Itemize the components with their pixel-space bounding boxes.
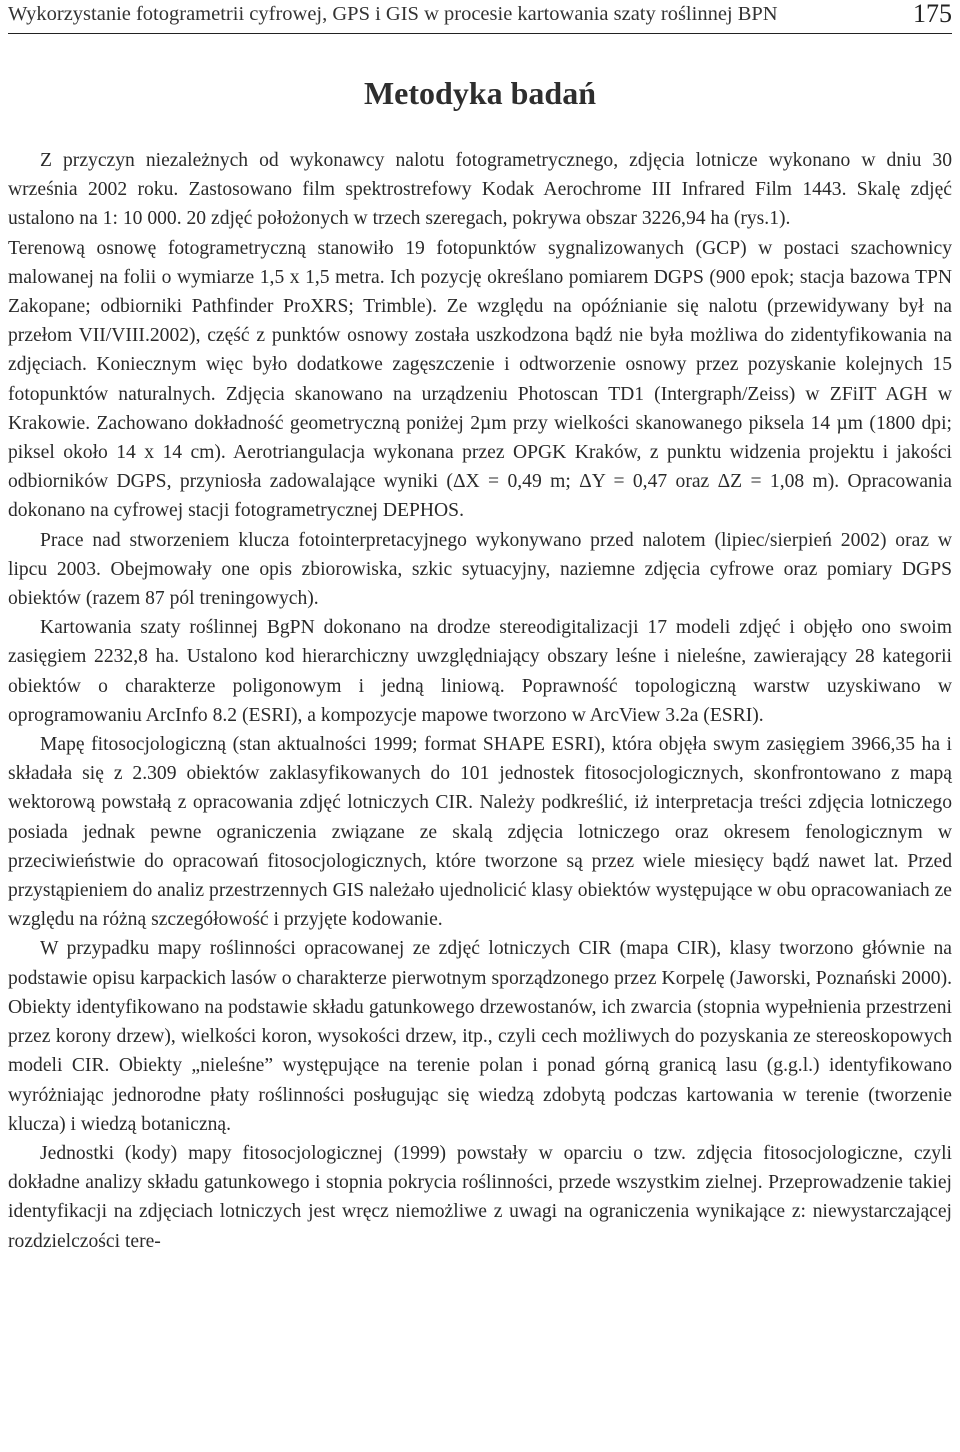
page-header [8, 0, 952, 34]
running-head: Wykorzystanie fotogrametrii cyfrowej, GPS i GIS w procesie kartowania szaty roślinnej BPN [8, 3, 778, 25]
paragraph: Jednostki (kody) mapy fitosocjologicznej (1999) powstały w oparciu o tzw. zdjęcia fitosocjologiczne, czyli dokładne analizy składu gatunkowego i stopnia pokrycia roślinności, przede wszystkim zielnej. Przeprowadzenie takiej identyfikacji na zdjęciach lotniczych jest wręcz niemożliwe z uwagi na ograniczenia wynikające z: niewystarczającej rozdzielczości tere- [8, 1142, 952, 1252]
body-text [8, 146, 952, 1256]
paragraph: Terenową osnowę fotogrametryczną stanowiło 19 fotopunktów sygnalizowanych (GCP) w postaci szachownicy malowanej na folii o wymiarze 1,5 x 1,5 metra. Ich pozycję określano pomiarem DGPS (900 epok; stacja bazowa TPN Zakopane; odbiorniki Pathfinder ProXRS; Trimble). Ze względu na opóźnianie się nalotu (przewidywany był na przełom VII/VIII.2002), część z punktów osnowy została uszkodzona bądź nie była możliwa do zidentyfikowania na zdjęciach. Koniecznym więc było dodatkowe zagęszczenie i odtworzenie osnowy przez pozyskanie kolejnych 15 fotopunktów naturalnych. Zdjęcia skanowano na urządzeniu Photoscan TD1 (Intergraph/Zeiss) w ZFiIT AGH w Krakowie. Zachowano dokładność geometryczną poniżej 2µm przy wielkości skanowanego piksela 14 µm (1800 dpi; piksel około 14 x 14 cm). Aerotriangulacja wykonana przez OPGK Kraków, z punktu widzenia projektu i jakości odbiorników DGPS, przyniosła zadowalające wyniki (ΔX = 0,49 m; ΔY = 0,47 oraz ΔZ = 1,08 m). Opracowania dokonano na cyfrowej stacji fotogrametrycznej DEPHOS. [8, 237, 952, 522]
section-title: Metodyka badań [363, 75, 597, 111]
paragraph: Kartowania szaty roślinnej BgPN dokonano na drodze stereodigitalizacji 17 modeli zdjęć i objęło ono swoim zasięgiem 2232,8 ha. Ustalono kod hierarchiczny uwzględniający obszary leśne i nieleśne, zawierający 28 kategorii obiektów o charakterze poligonowym i jedną liniową. Poprawność topologiczną warstw uzyskiwano w oprogramowaniu ArcInfo 8.2 (ESRI), a kompozycje mapowe tworzono w ArcView 3.2a (ESRI). [8, 617, 952, 726]
paragraph: Mapę fitosocjologiczną (stan aktualności 1999; format SHAPE ESRI), która objęła swym zasięgiem 3966,35 ha i składała się z 2.309 obiektów zaklasyfikowanych do 101 jednostek fitosocjologicznych, skonfrontowano z mapą wektorową powstałą z opracowania zdjęć lotniczych CIR. Należy podkreślić, iż interpretacja treści zdjęcia lotniczego posiada jednak pewne ograniczenia związane ze skalą zdjęcia lotniczego oraz okresem fenologicznym w przeciwieństwie do opracowań fitosocjologicznych, które tworzone są przez wiele miesięcy bądź nawet lat. Przed przystąpieniem do analiz przestrzennych GIS należało ujednolicić klasy obiektów występujące w obu opracowaniach ze względu na różną szczegółowość i przyjęte kodowanie. [8, 734, 952, 931]
paragraph: W przypadku mapy roślinności opracowanej ze zdjęć lotniczych CIR (mapa CIR), klasy tworzono głównie na podstawie opisu karpackich lasów o charakterze pierwotnym sporządzonego przez Korpelę (Jaworski, Poznański 2000). Obiekty identyfikowano na podstawie składu gatunkowego drzewostanów, ich zwarcia (stopnia wypełnienia przestrzeni przez korony drzew), wielkości koron, wysokości drzew, itp., czyli cech możliwych do pozyskania ze stereoskopowych modeli CIR. Obiekty „nieleśne” występujące na terenie polan i ponad górną granicą lasu (g.g.l.) identyfikowano wyróżniając jednorodne płaty roślinności posługując się wiedzą zdobytą podczas kartowania w terenie (tworzenie klucza) i wiedzą botaniczną. [8, 938, 952, 1135]
page-number: 175 [913, 0, 952, 28]
paragraph: Z przyczyn niezależnych od wykonawcy nalotu fotogrametrycznego, zdjęcia lotnicze wykonano w dniu 30 września 2002 roku. Zastosowano film spektrostrefowy Kodak Aerochrome III Infrared Film 1443. Skalę zdjęć ustalono na 1: 10 000. 20 zdjęć położonych w trzech szeregach, pokrywa obszar 3226,94 ha (rys.1). [8, 150, 952, 230]
paragraph: Prace nad stworzeniem klucza fotointerpretacyjnego wykonywano przed nalotem (lipiec/sierpień 2002) oraz w lipcu 2003. Obejmowały one opis zbiorowiska, szkic sytuacyjny, naziemne zdjęcia cyfrowe oraz pomiary DGPS obiektów (razem 87 pól treningowych). [8, 529, 952, 610]
